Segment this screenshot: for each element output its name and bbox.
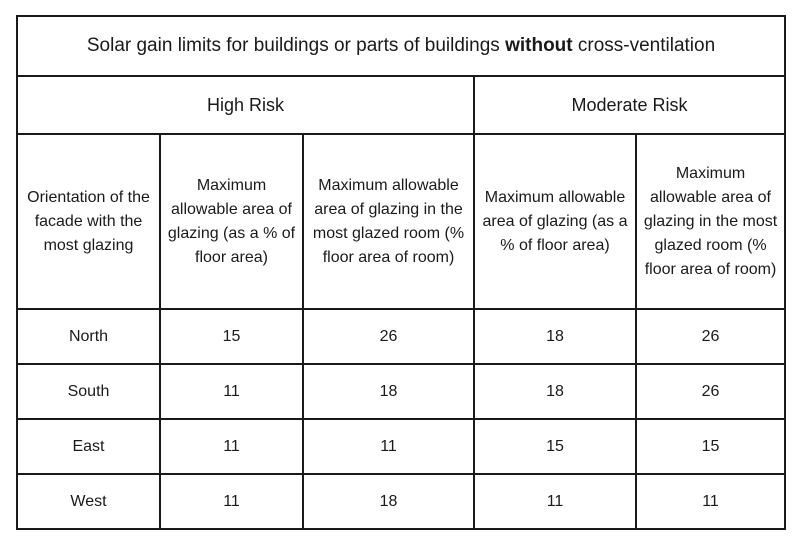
table-cell: 26 — [636, 309, 785, 364]
table-cell: 15 — [636, 419, 785, 474]
table-row — [17, 419, 785, 474]
title-bold: without — [505, 35, 573, 56]
table-cell: 11 — [636, 474, 785, 529]
table-row — [17, 309, 785, 364]
group-moderate-risk: Moderate Risk — [474, 76, 785, 134]
row-orientation: South — [17, 364, 160, 419]
table-cell: 11 — [474, 474, 636, 529]
table-cell: 11 — [160, 474, 303, 529]
header-moderate-floor-area: Maximum allowable area of glazing (as a % of floor area) — [474, 134, 636, 309]
table-cell: 18 — [303, 364, 474, 419]
table-row — [17, 474, 785, 529]
table-cell: 18 — [474, 364, 636, 419]
header-high-room-area: Maximum allowable area of glazing in the most glazed room (% floor area of room) — [303, 134, 474, 309]
header-orientation: Orientation of the facade with the most glazing — [17, 134, 160, 309]
header-high-floor-area: Maximum allowable area of glazing (as a % of floor area) — [160, 134, 303, 309]
group-row — [17, 76, 785, 134]
table-title — [17, 16, 785, 76]
table-cell: 11 — [303, 419, 474, 474]
solar-gain-table — [16, 15, 786, 530]
table-cell: 15 — [160, 309, 303, 364]
table-cell: 15 — [474, 419, 636, 474]
row-orientation: North — [17, 309, 160, 364]
header-moderate-room-area: Maximum allowable area of glazing in the most glazed room (% floor area of room) — [636, 134, 785, 309]
table-cell: 11 — [160, 364, 303, 419]
title-prefix: Solar gain limits for buildings or parts of buildings — [86, 35, 506, 56]
solar-gain-table-container — [16, 15, 786, 530]
table-cell: 26 — [636, 364, 785, 419]
table-row — [17, 364, 785, 419]
header-row — [17, 134, 785, 309]
table-cell: 18 — [303, 474, 474, 529]
table-cell: 11 — [160, 419, 303, 474]
group-high-risk: High Risk — [17, 76, 474, 134]
title-row — [17, 16, 785, 76]
table-cell: 18 — [474, 309, 636, 364]
row-orientation: West — [17, 474, 160, 529]
title-suffix: cross-ventilation — [572, 35, 716, 56]
table-cell: 26 — [303, 309, 474, 364]
row-orientation: East — [17, 419, 160, 474]
